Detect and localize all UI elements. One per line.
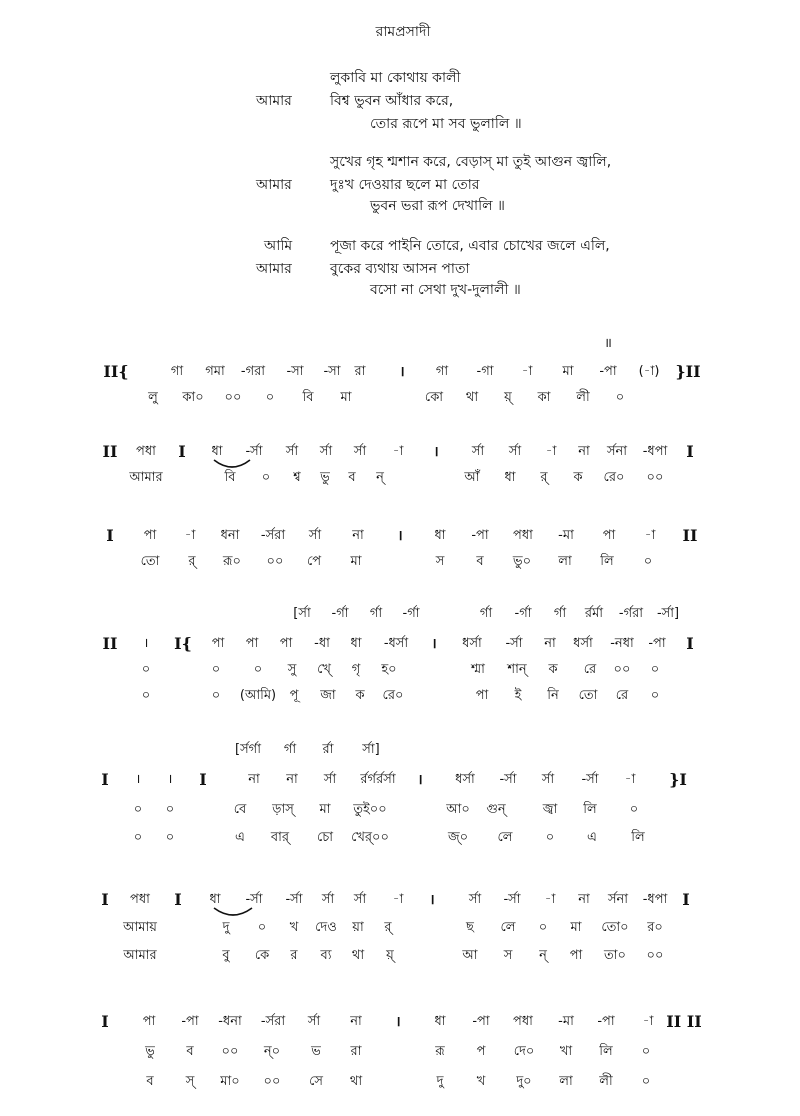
word: ০ [257,920,267,935]
r1-close-bar: }II [675,362,701,381]
note: -ধর্সা [383,636,409,651]
word: লী [576,390,590,405]
note: র্সা [323,772,337,787]
note: না [352,528,364,543]
note: র্সনা [606,444,628,459]
word: ন্ [539,948,547,963]
note: -া [545,444,557,459]
alt-note: [র্সর্গা [235,742,261,757]
note: মা [562,364,574,379]
slur-mark [212,906,254,920]
note: না [578,892,590,907]
word: রূ০ [223,554,241,569]
word: স [435,554,445,569]
note: না [248,772,260,787]
r3-close-bar: II [682,526,698,545]
word: ০০ [646,948,664,963]
note: -পা [471,528,489,543]
r6-mid-bar: I [174,890,182,909]
stanza3-speaker2: আমার [256,261,292,277]
word: কা০ [182,390,204,405]
word: ০০ [646,470,664,485]
r4-separator: । [431,636,437,652]
alt-note: [র্সা [293,606,311,621]
word: য়্ [504,390,512,405]
word: ০ [253,662,263,677]
alt-note: র্সা] [362,742,380,757]
word: দু০ [516,1074,532,1089]
word: লি [631,830,645,845]
word: য়্ [386,948,394,963]
word: বু [222,948,230,963]
r2-open-bar: II [102,442,118,461]
word: খে্ [317,662,331,677]
note: র্সা [353,892,367,907]
word: আ০ [446,802,470,817]
note: -া [642,1014,654,1029]
note: র্রর্গর্রর্সা [360,772,396,787]
word: এ [235,830,245,845]
alt-note: -র্সা] [656,606,680,621]
note: -পা [181,1014,199,1029]
stanza1-line3: তোর রূপে মা সব ভুলালি ॥ [370,116,522,132]
r5-dash: । [135,772,141,787]
note: গমা [205,364,225,379]
word: জ্০ [447,830,469,845]
r5-mid-bar: I [199,770,207,789]
word: বি [302,390,314,405]
word: ০ [641,1074,651,1089]
r2-separator: । [433,444,439,460]
note: না [544,636,556,651]
stanza3-line3: বসো না সেথা দুখ-দুলালী ॥ [370,282,521,298]
word: ০০ [224,390,242,405]
note: র্সা [468,892,482,907]
word: আমার [123,948,157,963]
word: তো [578,688,598,703]
word: ক [573,470,583,485]
word: র্ [188,554,196,569]
note: ধা [434,528,446,543]
word: র০ [647,920,663,935]
note: -া [521,364,533,379]
stanza1-line1: লুকাবি মা কোথায় কালী [330,70,461,86]
note: ধা [209,892,221,907]
word: তো [140,554,160,569]
word: ব [476,554,484,569]
stanza1-speaker: আমার [256,93,292,109]
word: ন্ [376,470,384,485]
word: ভ [311,1044,321,1059]
r7-separator: । [395,1014,401,1030]
word: বি [224,470,236,485]
note: ধা [434,1014,446,1029]
r3-open-bar: I [106,526,114,545]
r7-close-bar: II II [666,1012,702,1031]
r1-separator: । [399,364,405,380]
alt-note: র্গা [369,606,383,621]
r4-open-bar: II [102,634,118,653]
note: র্সা [308,528,322,543]
word: ০ [643,554,653,569]
stanza3-line2: বুকের ব্যথায় আসন পাতা [330,261,470,277]
word: ব [146,1074,154,1089]
note: -া [624,772,636,787]
note: -র্সা [245,444,263,459]
note: র্সা [471,444,485,459]
word: ০০ [613,662,631,677]
word: রূ [435,1044,445,1059]
word: লু [148,390,158,405]
note: -র্সা [499,772,517,787]
alt-note: র্গা [479,606,493,621]
word: দেও [315,920,337,935]
word: লা [558,554,572,569]
word: ধা [504,470,516,485]
word: ড়াস্‌ [272,802,294,817]
word: ন্০ [263,1044,281,1059]
r7-open-bar: I [101,1012,109,1031]
r5-separator: । [417,772,423,788]
word: ০ [629,802,639,817]
stanza1-line2: বিশ্ব ভুবন আঁধার করে, [330,93,454,109]
note: পা [279,636,293,651]
word: ০ [165,802,175,817]
word: ০০ [266,554,284,569]
word: হ০ [381,662,397,677]
note: পধা [513,1014,533,1029]
word: রে০ [382,688,404,703]
word: স্ [185,1074,195,1089]
word: মা০ [220,1074,240,1089]
word: থা [351,948,365,963]
note: র্সা [541,772,555,787]
word: পা [569,948,583,963]
note: -র্সা [503,892,521,907]
word: ক [548,662,558,677]
alt-note: -র্গরা [618,606,644,621]
note: -র্সরা [260,1014,286,1029]
note: -র্সা [581,772,599,787]
note: -পা [472,1014,490,1029]
word: ব [348,470,356,485]
note: ধর্সা [462,636,482,651]
stanza2-line1: সুখের গৃহ শ্মশান করে, বেড়াস্‌ মা তুই আগুন জ্বালি, [330,154,612,170]
word: ০ [615,390,625,405]
note: গা [170,364,184,379]
note: র্সা [319,444,333,459]
note: পা [143,528,157,543]
note: -পা [597,1014,615,1029]
word: লি [600,554,614,569]
word: ০ [650,688,660,703]
word: ০ [538,920,548,935]
note: র্সনা [607,892,629,907]
word: শ্মা [471,662,485,677]
r1-open-bar: II{ [103,362,129,381]
word: ০ [261,470,271,485]
note: -ধপা [642,892,668,907]
word: (আমি) [239,688,277,703]
word: রে [615,688,629,703]
word: স [503,948,513,963]
word: কে [254,948,270,963]
note: র্সা [285,444,299,459]
alt-note: র্গা [553,606,567,621]
note: না [578,444,590,459]
word: পে [306,554,322,569]
word: আঁ [464,470,480,485]
note: র্সা [307,1014,321,1029]
word: শ্ব [293,470,301,485]
word: য়া [352,920,364,935]
note: র্সা [508,444,522,459]
alt-note: র্রা [322,742,334,757]
word: ০০ [221,1044,239,1059]
note: -া [644,528,656,543]
note: পা [142,1014,156,1029]
word: ০ [141,688,151,703]
word: খের্০০ [351,830,389,845]
word: র্ [384,920,392,935]
note: র্সা [321,892,335,907]
note: -ধপা [642,444,668,459]
word: ০ [641,1044,651,1059]
alt-note: -র্গা [402,606,420,621]
note: ধা [211,444,223,459]
word: দু [222,920,230,935]
r4-dash: । [143,636,149,651]
note: -পা [648,636,666,651]
alt-note: র্রর্মা [584,606,604,621]
r6-separator: । [429,892,435,908]
word: আ [462,948,478,963]
r5-close-bar: }I [669,770,687,789]
r5-open-bar: I [101,770,109,789]
word: র [290,948,298,963]
r6-close-bar: I [682,890,690,909]
alt-note: -র্গা [331,606,349,621]
word: পূ [289,688,299,703]
section-mark: ॥ [604,336,612,351]
note: -র্সরা [260,528,286,543]
word: বার্ [270,830,290,845]
word: পা [475,688,489,703]
note: গা [435,364,449,379]
note: ধা [350,636,362,651]
note: পধা [136,444,156,459]
word: ০ [211,662,221,677]
note: -পা [599,364,617,379]
word: ০ [165,830,175,845]
r4-close-bar: I [686,634,694,653]
word: থা [465,390,479,405]
note: -র্সা [245,892,263,907]
word: রা [350,1044,362,1059]
note: পা [602,528,616,543]
note: না [286,772,298,787]
note: -গরা [240,364,266,379]
note: -মা [558,528,574,543]
note: র্সা [353,444,367,459]
note: না [350,1014,362,1029]
word: ০ [133,830,143,845]
note: -ধা [314,636,330,651]
word: তুই০০ [353,802,387,817]
word: ছ [466,920,474,935]
word: লি [599,1044,613,1059]
r3-separator: । [397,528,403,544]
word: জ্বা [542,802,558,817]
word: লি [583,802,597,817]
word: ০ [650,662,660,677]
word: নি [547,688,559,703]
word: তো০ [601,920,629,935]
word: বে [233,802,247,817]
stanza2-speaker: আমার [256,177,292,193]
note: -গা [476,364,494,379]
word: মা [570,920,582,935]
word: দু [436,1074,444,1089]
note: পধা [513,528,533,543]
word: মা [350,554,362,569]
word: ব [186,1044,194,1059]
word: র্ [540,470,548,485]
word: ভু০ [512,554,532,569]
word: খা [559,1044,573,1059]
note: -র্সা [505,636,523,651]
stanza3-line1: পূজা করে পাইনি তোরে, এবার চোখের জলে এলি, [330,238,610,254]
word: ব্য [320,948,332,963]
r6-open-bar: I [101,890,109,909]
word: আমায় [123,920,157,935]
word: রে০ [603,470,625,485]
note: -সা [286,364,304,379]
note: -া [392,892,404,907]
word: ০ [211,688,221,703]
note: -নধা [610,636,634,651]
word: ০ [141,662,151,677]
note: -র্সা [285,892,303,907]
word: ই [514,688,522,703]
stanza2-line3: ভুবন ভরা রূপ দেখালি ॥ [370,198,505,214]
word: ০ [545,830,555,845]
word: গুন্ [486,802,506,817]
alt-note: -র্গা [514,606,532,621]
word: কো [424,390,444,405]
note: -া [544,892,556,907]
note: ধনা [220,528,240,543]
r2-close-bar: I [686,442,694,461]
stanza3-speaker1: আমি [264,238,293,254]
word: মা [340,390,352,405]
stanza2-line2: দুঃখ দেওয়ার ছলে মা তোর [330,177,480,193]
word: আমার [129,470,163,485]
word: লে [500,920,516,935]
r4-repeat-bar: I{ [174,634,192,653]
word: ০ [265,390,275,405]
note: (-া) [638,364,660,379]
note: পা [245,636,259,651]
alt-note: র্গা [283,742,297,757]
word: লী [599,1074,613,1089]
word: ০০ [263,1074,281,1089]
note: -ধনা [218,1014,242,1029]
note: -া [184,528,196,543]
word: রে [583,662,597,677]
r5-dash: । [167,772,173,787]
note: ধর্সা [455,772,475,787]
word: ভু [145,1044,155,1059]
word: থা [349,1074,363,1089]
word: খ [476,1074,486,1089]
word: তা০ [604,948,626,963]
word: মা [319,802,331,817]
song-title: রামপ্রসাদী [375,24,431,40]
word: খ [289,920,299,935]
word: শান্ [507,662,527,677]
r2-mid-bar: I [178,442,186,461]
word: সু [287,662,297,677]
word: ভু [320,470,330,485]
note: -া [392,444,404,459]
note: ধর্সা [573,636,593,651]
word: লা [559,1074,573,1089]
word: সে [309,1074,323,1089]
word: দে০ [513,1044,535,1059]
note: -মা [558,1014,574,1029]
word: ক [355,688,365,703]
word: জা [320,688,336,703]
word: গৃ [351,662,361,677]
word: প [476,1044,486,1059]
note: পধা [130,892,150,907]
word: ০ [133,802,143,817]
word: এ [587,830,597,845]
note: পা [211,636,225,651]
word: কা [537,390,551,405]
word: লে [497,830,513,845]
note: -সা [323,364,341,379]
word: চো [316,830,334,845]
note: রা [354,364,366,379]
